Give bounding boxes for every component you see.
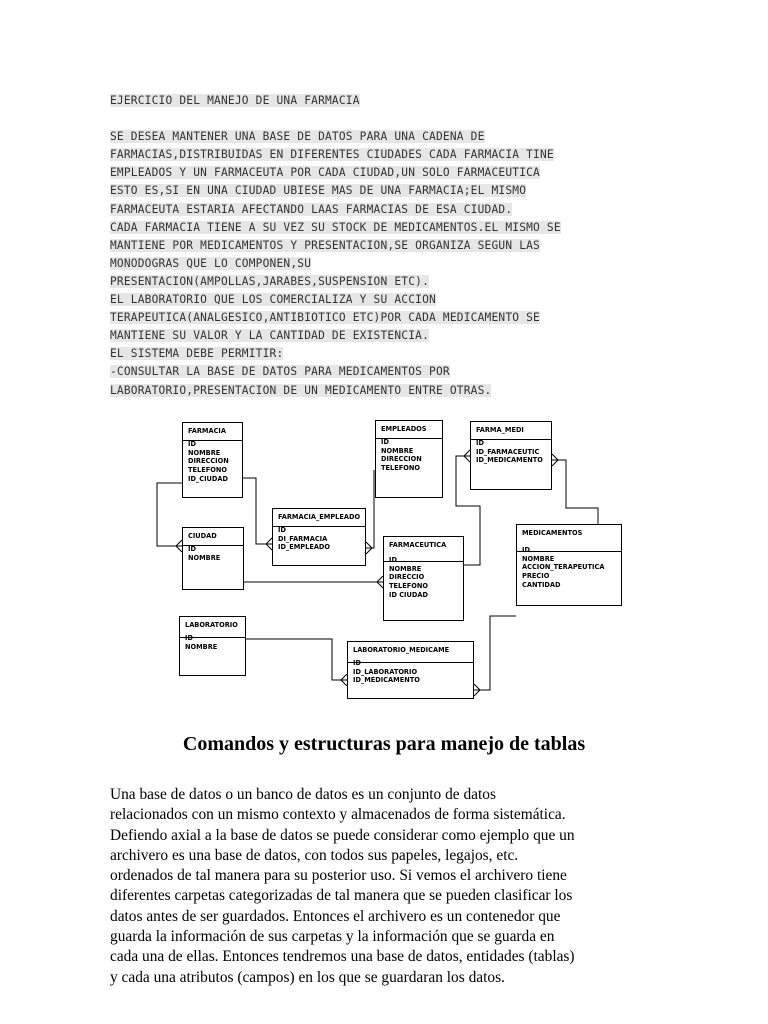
exercise-line: EMPLEADOS Y UN FARMACEUTA POR CADA CIUDAD,UN SOLO FARMACEUTICA xyxy=(110,166,540,180)
paragraph-line: datos antes de ser guardados. Entonces el archivero es un contenedor que xyxy=(110,907,561,925)
entity-field: ID xyxy=(522,545,530,554)
exercise-line: TERAPEUTICA(ANALGESICO,ANTIBIOTICO ETC)POR CADA MEDICAMENTO SE xyxy=(110,311,540,325)
entity-field: ID_CIUDAD xyxy=(188,474,228,483)
section-heading: Comandos y estructuras para manejo de tablas xyxy=(182,733,586,755)
paragraph-line: archivero es una base de datos, con todos sus papeles, legajos, etc. xyxy=(110,846,519,864)
rel-farmacia-ciudad xyxy=(157,483,182,546)
entity-field: ID xyxy=(476,438,484,447)
entity-field: ID_EMPLEADO xyxy=(278,543,331,552)
entity-field: ID CIUDAD xyxy=(389,590,428,599)
entity-field: ID_LABORATORIO xyxy=(353,667,418,676)
exercise-line: EL SISTEMA DEBE PERMITIR: xyxy=(110,347,284,361)
entity-field: DIRECCION xyxy=(188,457,229,466)
paragraph-line: diferentes carpetas categorizadas de tal manera que se pueden clasificar los xyxy=(110,887,573,905)
entity-field: ID_MEDICAMENTO xyxy=(353,676,420,685)
body-paragraph xyxy=(110,785,670,988)
entity-field: NOMBRE xyxy=(185,642,218,651)
rel-laboratorio-lab-medicame xyxy=(246,639,347,680)
entity-field: DI_FARMACIA xyxy=(278,534,328,543)
paragraph-line: Defiendo axial a la base de datos se puede considerar como ejemplo que un xyxy=(110,826,575,844)
entity-field: DIRECCIO xyxy=(389,573,425,582)
entity-field: ID xyxy=(278,525,286,534)
rel-empleados-farmacia-empleado xyxy=(366,470,374,548)
entity-title: CIUDAD xyxy=(188,532,217,540)
entity-field: ID xyxy=(381,437,389,446)
entity-field: ACCION_TERAPEUTICA xyxy=(522,563,605,572)
entity-medicamentos xyxy=(516,524,622,606)
entity-field: TELEFONO xyxy=(381,464,420,473)
exercise-line: LABORATORIO,PRESENTACION DE UN MEDICAMENTO ENTRE OTRAS. xyxy=(110,383,492,397)
exercise-line: FARMACEUTA ESTARIA AFECTANDO LAAS FARMACIAS DE ESA CIUDAD. xyxy=(110,202,513,216)
exercise-line: SE DESEA MANTENER UNA BASE DE DATOS PARA UNA CADENA DE xyxy=(110,130,485,144)
entity-farmacia-empleado xyxy=(272,508,366,566)
entity-ciudad xyxy=(182,527,244,590)
entity-field: CANTIDAD xyxy=(522,580,561,589)
entity-farma-medi xyxy=(470,421,552,490)
exercise-line: MONODOGRAS QUE LO COMPONEN,SU xyxy=(110,256,312,270)
entity-field: TELEFONO xyxy=(188,466,227,475)
entity-farmacia xyxy=(182,422,243,498)
entity-title: MEDICAMENTOS xyxy=(522,529,583,537)
entity-field: ID_MEDICAMENTO xyxy=(476,456,543,465)
entity-title: FARMACIA_EMPLEADO xyxy=(278,513,361,521)
exercise-line: PRESENTACION(AMPOLLAS,JARABES,SUSPENSION ETC). xyxy=(110,274,430,288)
entity-title: LABORATORIO_MEDICAME xyxy=(353,646,450,654)
exercise-line: EL LABORATORIO QUE LOS COMERCIALIZA Y SU ACCION xyxy=(110,293,436,307)
paragraph-line: guarda la información de sus carpetas y la información que se guarda en xyxy=(110,928,555,946)
entity-farmaceutica xyxy=(383,536,464,621)
exercise-line: -CONSULTAR LA BASE DE DATOS PARA MEDICAMENTOS POR xyxy=(110,365,450,379)
rel-farmacia-empleado-a xyxy=(243,478,272,544)
entity-field: ID xyxy=(188,439,196,448)
entity-laboratorio xyxy=(179,616,246,676)
entity-field: PRECIO xyxy=(522,572,550,581)
entity-laboratorio-medicame xyxy=(347,641,474,699)
entity-title: FARMACIA xyxy=(188,427,226,435)
entity-field: NOMBRE xyxy=(522,554,555,563)
exercise-text xyxy=(110,92,670,400)
er-diagram xyxy=(0,410,768,710)
entity-field: ID xyxy=(185,633,193,642)
paragraph-line: cada una de ellas. Entonces tendremos una base de datos, entidades (tablas) xyxy=(110,948,575,966)
entity-field: NOMBRE xyxy=(188,553,221,562)
exercise-line: FARMACIAS,DISTRIBUIDAS EN DIFERENTES CIUDADES CADA FARMACIA TINE xyxy=(110,148,554,162)
entity-field: NOMBRE xyxy=(188,448,221,457)
paragraph-line: relacionados con un mismo contexto y almacenados de forma sistemática. xyxy=(110,806,566,824)
entity-title: FARMACEUTICA xyxy=(389,541,447,549)
rel-farma-medi-medicamentos xyxy=(552,460,598,524)
entity-field: ID xyxy=(389,555,397,564)
entity-field: ID_FARMACEUTIC xyxy=(476,447,540,456)
entity-empleados xyxy=(375,420,443,498)
exercise-line: ESTO ES,SI EN UNA CIUDAD UBIESE MAS DE UNA FARMACIA;EL MISMO xyxy=(110,184,527,198)
entity-title: LABORATORIO xyxy=(185,621,238,629)
entity-field: ID xyxy=(188,544,196,553)
entity-field: DIRECCION xyxy=(381,455,422,464)
paragraph-line: y cada una atributos (campos) en los que se guardaran los datos. xyxy=(110,968,505,986)
exercise-line: CADA FARMACIA TIENE A SU VEZ SU STOCK DE MEDICAMENTOS.EL MISMO SE xyxy=(110,220,561,234)
entity-field: TELEFONO xyxy=(389,582,428,591)
entity-field: ID xyxy=(353,658,361,667)
entity-title: EMPLEADOS xyxy=(381,425,427,433)
paragraph-line: Una base de datos o un banco de datos es un conjunto de datos xyxy=(110,786,496,803)
paragraph-line: ordenados de tal manera para su posterior uso. Si vemos el archivero tiene xyxy=(110,867,567,885)
entity-field: NOMBRE xyxy=(381,446,414,455)
entity-title: FARMA_MEDI xyxy=(476,426,524,434)
entity-field: NOMBRE xyxy=(389,564,422,573)
exercise-line: MANTIENE SU VALOR Y LA CANTIDAD DE EXISTENCIA. xyxy=(110,329,430,343)
exercise-line: MANTIENE POR MEDICAMENTOS Y PRESENTACION,SE ORGANIZA SEGUN LAS xyxy=(110,238,540,252)
exercise-title: EJERCICIO DEL MANEJO DE UNA FARMACIA xyxy=(110,94,360,107)
rel-lab-medicame-medicamentos xyxy=(474,616,516,690)
